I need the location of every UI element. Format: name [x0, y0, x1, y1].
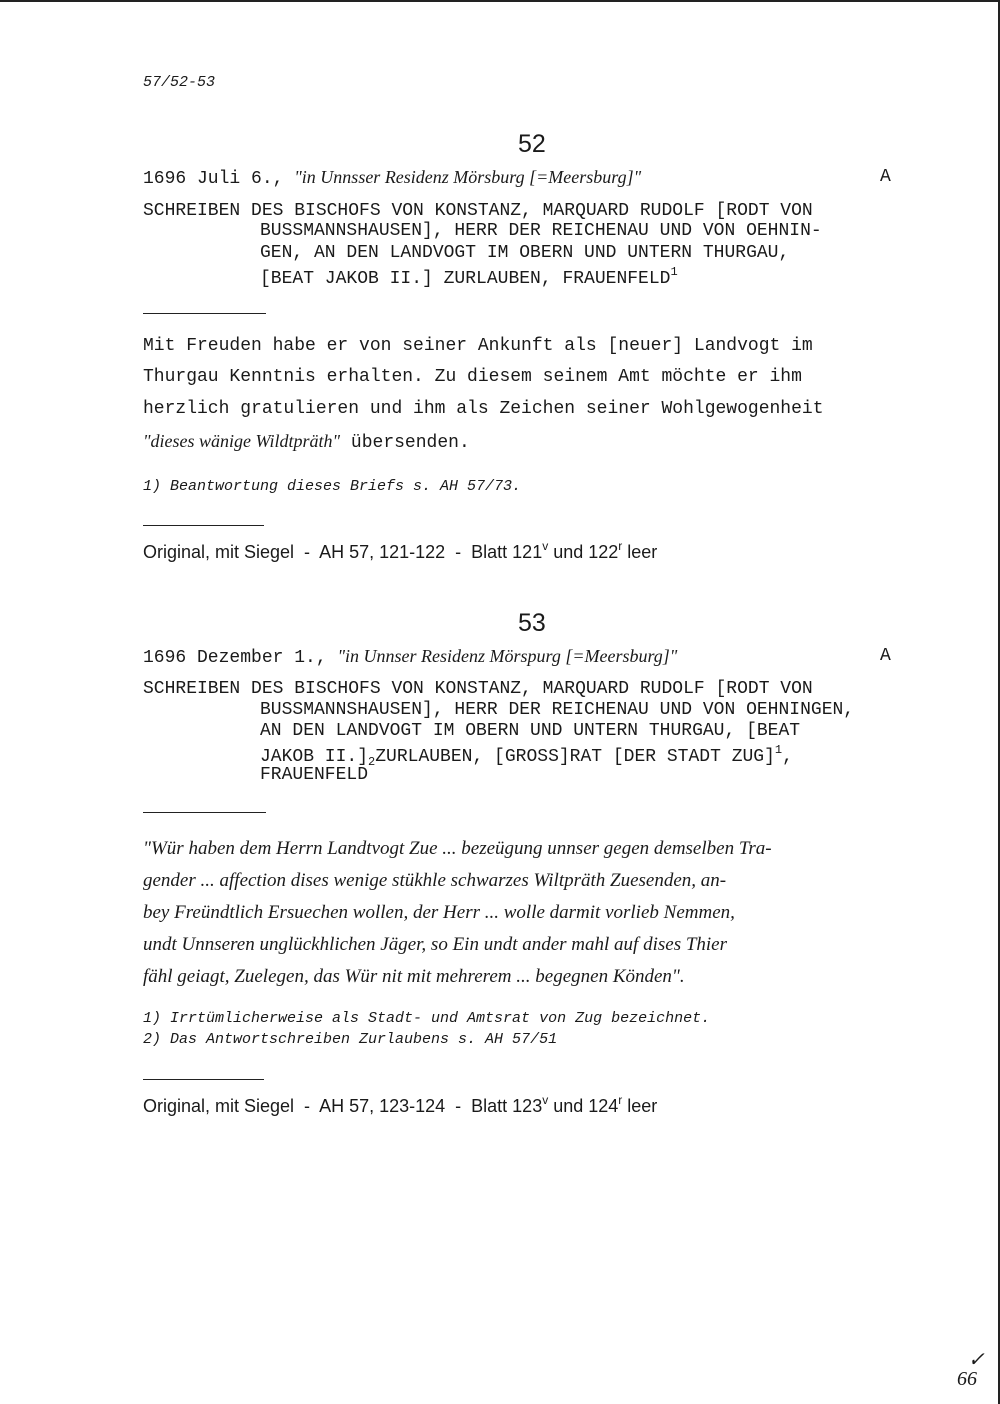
doc53-footnote-2: 2) Das Antwortschreiben Zurlaubens s. AH 57/51	[143, 1031, 558, 1048]
doc53-original-note	[143, 1093, 657, 1117]
doc53-footnote-1: 1) Irrtümlicherweise als Stadt- und Amtsrat von Zug bezeichnet.	[143, 1010, 711, 1027]
doc52-letter: A	[880, 167, 891, 187]
doc52-divider	[143, 313, 266, 314]
doc53-title-line-4a: JAKOB II.]	[260, 747, 369, 767]
doc52-footnote-divider	[143, 525, 264, 526]
doc52-heading	[143, 167, 641, 189]
doc53-title-line-4c: ,	[782, 747, 793, 767]
doc52-body-line-2: Thurgau Kenntnis erhalten. Zu diesem seinem Amt möchte er ihm	[143, 367, 802, 387]
doc53-quote-line-5: fähl geiagt, Zuelegen, das Wür nit mit mehrerem ... begegnen Könden".	[143, 966, 685, 987]
doc53-sup-v: v	[542, 1093, 549, 1107]
doc53-original-end: leer	[622, 1096, 658, 1116]
page-border-top	[0, 0, 1000, 2]
doc52-original-end: leer	[622, 542, 658, 562]
doc52-body-quote: "dieses wänige Wildtpräth"	[143, 431, 341, 451]
doc53-footnote-divider	[143, 1079, 264, 1080]
doc53-sup-r: r	[618, 1093, 623, 1107]
doc53-quote-line-1: "Wür haben dem Herrn Landtvogt Zue ... bezeügung unnser gegen demselben Tra-	[143, 838, 772, 859]
doc52-title-line-4-text: [BEAT JAKOB II.] ZURLAUBEN, FRAUENFELD	[260, 269, 671, 289]
document-number-53: 53	[518, 609, 546, 637]
doc53-title-line-2: BUSSMANNSHAUSEN], HERR DER REICHENAU UND VON OEHNINGEN,	[260, 700, 855, 720]
doc53-title-footnote-ref-2: 2	[368, 755, 376, 769]
reference-number: 57/52-53	[143, 74, 216, 91]
doc52-original-mid: und 122	[548, 542, 619, 562]
doc52-title-line-1: SCHREIBEN DES BISCHOFS VON KONSTANZ, MARQUARD RUDOLF [RODT VON	[143, 201, 813, 221]
doc53-divider	[143, 812, 266, 813]
doc53-title-line-5: FRAUENFELD	[260, 765, 369, 785]
doc53-place: "in Unnser Residenz Mörspurg [=Meersburg]"	[337, 646, 678, 666]
doc52-body-line-4	[143, 431, 470, 453]
doc53-title-line-1: SCHREIBEN DES BISCHOFS VON KONSTANZ, MARQUARD RUDOLF [RODT VON	[143, 679, 813, 699]
doc52-title-footnote-ref: 1	[670, 265, 678, 279]
doc52-body-end: übersenden.	[340, 433, 470, 453]
doc52-title-line-4	[260, 265, 678, 289]
doc52-title-line-3: GEN, AN DEN LANDVOGT IM OBERN UND UNTERN THURGAU,	[260, 243, 790, 263]
doc53-original-mid: und 124	[548, 1096, 619, 1116]
doc53-title-line-4b: ZURLAUBEN, [GROSS]RAT [DER STADT ZUG]	[375, 747, 775, 767]
doc53-quote-line-2: gender ... affection dises wenige stükhle schwarzes Wiltpräth Zuesenden, an-	[143, 870, 727, 891]
doc53-date: 1696 Dezember 1.,	[143, 648, 327, 668]
doc52-sup-v: v	[542, 539, 549, 553]
doc52-original-note	[143, 539, 657, 563]
handwritten-page-number: 66	[957, 1368, 977, 1390]
doc52-date: 1696 Juli 6.,	[143, 169, 284, 189]
doc52-place: "in Unnsser Residenz Mörsburg [=Meersburg]"	[294, 167, 642, 187]
document-number-52: 52	[518, 130, 546, 158]
doc53-heading	[143, 646, 677, 668]
doc53-quote-line-3: bey Freündtlich Ersuechen wollen, der Herr ... wolle darmit vorlieb Nemmen,	[143, 902, 735, 923]
doc52-footnote: 1) Beantwortung dieses Briefs s. AH 57/73.	[143, 478, 522, 495]
margin-check-mark: ✓	[968, 1349, 985, 1371]
doc53-title-footnote-ref-1: 1	[774, 743, 783, 757]
doc53-quote-line-4: undt Unnseren unglückhlichen Jäger, so Ein undt ander mahl auf dises Thier	[143, 934, 728, 955]
doc53-letter: A	[880, 646, 891, 666]
doc52-sup-r: r	[618, 539, 623, 553]
doc52-body-line-3: herzlich gratulieren und ihm als Zeichen seiner Wohlgewogenheit	[143, 399, 824, 419]
doc53-original-prefix: Original, mit Siegel - AH 57, 123-124 - Blatt 123	[143, 1096, 543, 1116]
doc53-title-line-3: AN DEN LANDVOGT IM OBERN UND UNTERN THURGAU, [BEAT	[260, 721, 801, 741]
doc52-body-line-1: Mit Freuden habe er von seiner Ankunft als [neuer] Landvogt im	[143, 336, 813, 356]
doc52-original-prefix: Original, mit Siegel - AH 57, 121-122 - Blatt 121	[143, 542, 543, 562]
doc52-title-line-2: BUSSMANNSHAUSEN], HERR DER REICHENAU UND VON OEHNIN-	[260, 221, 822, 241]
